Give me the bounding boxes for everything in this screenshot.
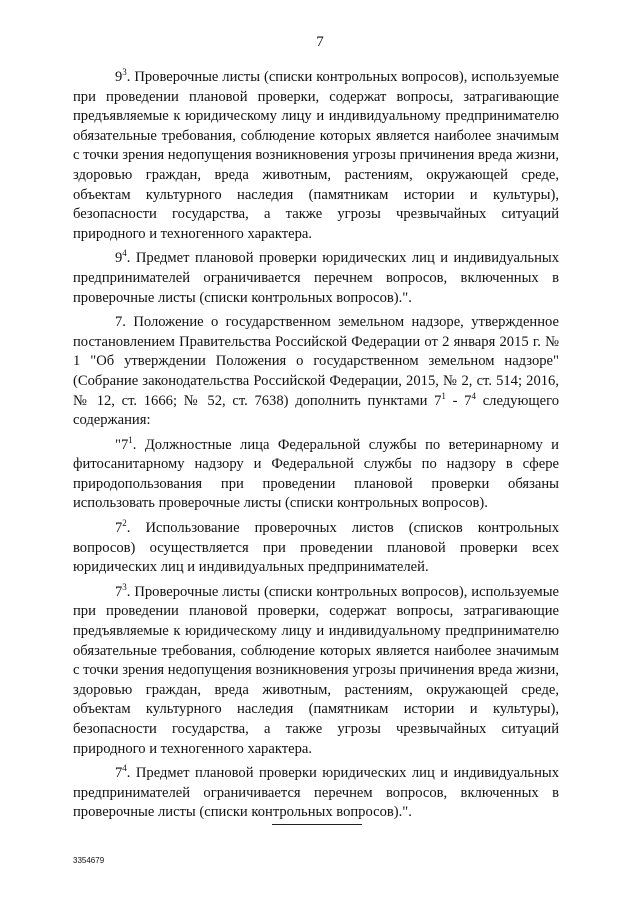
closing-separator-line (272, 824, 362, 825)
paragraph-number: 7 (115, 583, 123, 600)
paragraph-7-3 (73, 583, 559, 759)
paragraph-number: 7 (115, 765, 123, 782)
paragraph-text: . Должностные лица Федеральной службы по ветеринарному и фитосанитарному надзору и Федеральной службы по надзору в сфере природопользования при проведении плановой проверки обязаны использовать проверочные листы (списки контрольных вопросов). (73, 436, 559, 512)
paragraph-number: "7 (115, 436, 129, 453)
paragraph-superscript: 4 (122, 248, 127, 259)
paragraph-7-1 (73, 436, 559, 514)
paragraph-superscript: 1 (441, 390, 446, 401)
page-number: 7 (316, 34, 324, 50)
paragraph-text: . Предмет плановой проверки юридических лиц и индивидуальных предпринимателей ограничивается перечнем вопросов, включенных в проверочные листы (списки контрольных вопросов).". (73, 250, 559, 306)
paragraph-7-amendment (73, 313, 559, 431)
paragraph-superscript: 2 (122, 518, 127, 529)
paragraph-text: . Использование проверочных листов (списков контрольных вопросов) осуществляется при проведении плановой проверки всех юридических лиц и индивидуальных предпринимателей. (73, 520, 559, 576)
paragraph-superscript: 3 (122, 581, 127, 592)
paragraph-text: . Предмет плановой проверки юридических лиц и индивидуальных предпринимателей ограничивается перечнем вопросов, включенных в проверочные листы (списки контрольных вопросов).". (73, 765, 559, 821)
paragraph-number: 9 (115, 69, 123, 85)
paragraph-7-4 (73, 764, 559, 823)
paragraph-number: 9 (115, 250, 123, 267)
paragraph-text: - 7 (445, 392, 472, 409)
paragraph-superscript: 4 (122, 763, 127, 774)
paragraph-superscript: 1 (128, 434, 133, 445)
document-body (73, 68, 559, 828)
paragraph-text: . Проверочные листы (списки контрольных вопросов), используемые при проведении плановой проверки, содержат вопросы, затрагивающие предъявляемые к юридическому лицу и индивидуальному предпринимателю обязательные требования, соблюдение которых является наиболее значимым с точки зрения недопущения возникновения угрозы причинения вреда жизни, здоровью граждан, вреда животным, растениям, окружающей среде, объектам культурного наследия (памятникам истории и культуры), безопасности государства, а также угрозы чрезвычайных ситуаций природного и техногенного характера. (73, 69, 559, 242)
paragraph-7-2 (73, 519, 559, 578)
paragraph-superscript: 3 (122, 67, 127, 77)
paragraph-superscript: 4 (471, 390, 476, 401)
paragraph-text: следующего содержания: (73, 392, 559, 429)
paragraph-text: 7. Положение о государственном земельном надзоре, утвержденное постановлением Правительства Российской Федерации от 2 января 2015 г. № 1 "Об утверждении Положения о государственном земельном надзоре" (Собрание законодательства Российской Федерации, 2015, № 2, ст. 514; 2016, № 12, ст. 1666; № 52, ст. 7638) дополнить пунктами 7 (73, 314, 559, 409)
paragraph-9-3 (73, 68, 559, 244)
paragraph-number: 7 (115, 520, 123, 537)
paragraph-text: . Проверочные листы (списки контрольных вопросов), используемые при проведении плановой проверки, содержат вопросы, затрагивающие предъявляемые к юридическому лицу и индивидуальному предпринимателю обязательные требования, соблюдение которых является наиболее значимым с точки зрения недопущения возникновения угрозы причинения вреда жизни, здоровью граждан, вреда животным, растениям, окружающей среде, объектам культурного наследия (памятникам истории и культуры), безопасности государства, а также угрозы чрезвычайных ситуаций природного и техногенного характера. (73, 583, 559, 757)
paragraph-9-4 (73, 249, 559, 308)
document-code: 3354679 (73, 856, 105, 865)
